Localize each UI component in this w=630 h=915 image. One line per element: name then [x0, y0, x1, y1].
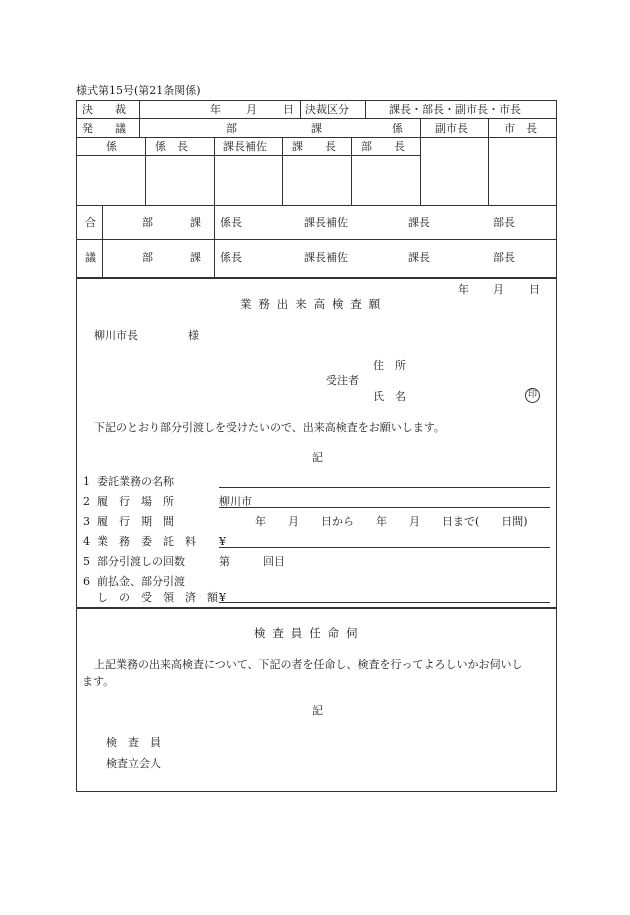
kessai-day: 日 — [283, 103, 294, 116]
kakari-header: 係 — [106, 140, 117, 153]
item-4-label: 業 務 委 託 料 — [97, 535, 196, 548]
item-5-no: 5 — [83, 555, 90, 568]
item-6-underline — [219, 602, 550, 603]
gougi-row1-bu: 部 — [142, 216, 153, 229]
hatsugi-label: 発 議 — [82, 122, 126, 135]
gougi-row2-kakaricho: 係長 — [220, 251, 242, 264]
kessai-class-label: 決裁区分 — [305, 103, 349, 116]
inspection-ki: 記 — [312, 704, 323, 717]
item-4-value: ¥ — [219, 535, 226, 548]
inspection-body-line2: ます。 — [82, 675, 115, 688]
kachohosa-header: 課長補佐 — [223, 140, 267, 153]
gougi-row1-ka: 課 — [190, 216, 201, 229]
item-2-underline — [219, 507, 550, 508]
hatsugi-kakari: 係 — [392, 122, 403, 135]
seal-mark: 印 — [525, 388, 540, 403]
witness-label: 検査立会人 — [106, 757, 161, 770]
kessai-month: 月 — [246, 103, 257, 116]
item-2-label: 履 行 場 所 — [97, 495, 174, 508]
gougi-row2-ka: 課 — [190, 251, 201, 264]
honorific: 様 — [188, 329, 199, 342]
gougi-row1-kakaricho: 係長 — [220, 216, 242, 229]
item-6-no: 6 — [83, 575, 90, 588]
inspection-title: 検査員任命伺 — [254, 626, 365, 640]
gougi-row2-bucho: 部長 — [493, 251, 515, 264]
addressee: 柳川市長 — [94, 329, 138, 342]
hatsugi-ka: 課 — [311, 122, 322, 135]
item-3-no: 3 — [83, 515, 90, 528]
item-4-underline — [219, 547, 550, 548]
request-day: 日 — [529, 283, 540, 296]
item-3-label: 履 行 期 間 — [97, 515, 174, 528]
kessai-label: 決 裁 — [82, 103, 126, 116]
gougi-row1-kacho: 課長 — [408, 216, 430, 229]
item-6-label: 前払金、部分引渡 — [97, 575, 185, 588]
request-month: 月 — [493, 283, 504, 296]
kacho-header: 課 長 — [292, 140, 336, 153]
item-1-no: 1 — [83, 475, 90, 488]
shicho-header: 市 長 — [504, 122, 537, 135]
item-1-underline — [219, 487, 550, 488]
name-label: 氏 名 — [373, 390, 406, 403]
form-id: 様式第15号(第21条関係) — [76, 84, 201, 97]
item-5-value: 第 回目 — [219, 555, 285, 568]
request-year: 年 — [458, 283, 469, 296]
item-2-value: 柳川市 — [219, 495, 252, 508]
address-label: 住 所 — [373, 359, 406, 372]
request-body: 下記のとおり部分引渡しを受けたいので、出来高検査をお願いします。 — [94, 421, 445, 434]
kessai-year: 年 — [210, 103, 221, 116]
item-4-no: 4 — [83, 535, 90, 548]
bucho-header: 部 長 — [361, 140, 405, 153]
gougi-row1-kachohosa: 課長補佐 — [304, 216, 348, 229]
fukushicho-header: 副市長 — [435, 122, 468, 135]
gougi-label-top: 合 — [85, 216, 96, 229]
kakaricho-header: 係 長 — [155, 140, 188, 153]
gougi-label-bottom: 議 — [85, 251, 96, 264]
inspector-label: 検 査 員 — [106, 736, 161, 749]
gougi-row2-kacho: 課長 — [408, 251, 430, 264]
request-ki: 記 — [312, 451, 323, 464]
gougi-row2-kachohosa: 課長補佐 — [304, 251, 348, 264]
item-5-label: 部分引渡しの回数 — [97, 555, 185, 568]
item-3-value: 年 月 日から 年 月 日まで( 日間) — [255, 515, 528, 528]
request-title: 業務出来高検査願 — [240, 297, 388, 311]
item-6-label2: し の 受 領 済 額 — [97, 591, 218, 604]
contractor-label: 受注者 — [326, 374, 359, 387]
gougi-row1-bucho: 部長 — [493, 216, 515, 229]
item-2-no: 2 — [83, 495, 90, 508]
item-6-value: ¥ — [219, 591, 226, 604]
item-1-label: 委託業務の名称 — [97, 475, 174, 488]
inspection-body-line1: 上記業務の出来高検査について、下記の者を任命し、検査を行ってよろしいかお伺いし — [94, 658, 523, 671]
gougi-row2-bu: 部 — [142, 251, 153, 264]
kessai-class-value: 課長・部長・副市長・市長 — [389, 103, 521, 116]
hatsugi-bu: 部 — [226, 122, 237, 135]
